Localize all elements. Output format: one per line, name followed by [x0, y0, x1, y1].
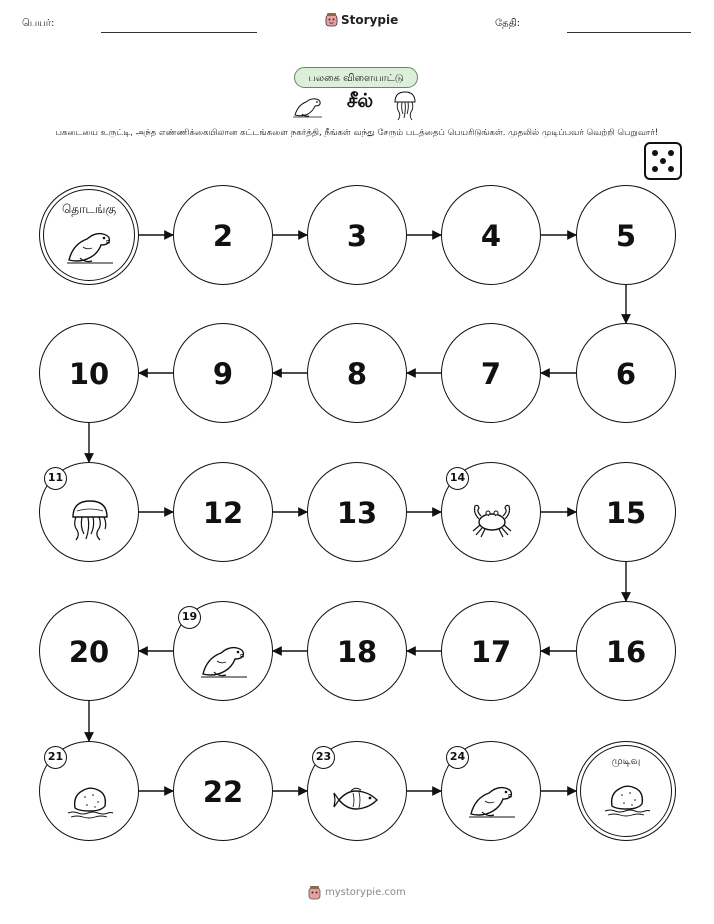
board-cell	[307, 741, 407, 841]
storypie-mascot-icon	[308, 885, 321, 900]
board-cell	[39, 462, 139, 562]
finish-cell	[576, 741, 676, 841]
instructions-text: பகடையை உருட்டி, அந்த எண்ணிக்கையிலான கட்டங்களை நகர்த்தி, நீங்கள் வந்து சேரும் படத்தைப் பெயரிடுங்கள். முதலில் முடிப்பவர் வெற்றி பெறுவார்!	[55, 128, 659, 138]
start-cell	[39, 185, 139, 285]
fish-icon	[333, 776, 383, 820]
cell-number: 4	[480, 219, 502, 253]
board-cell	[576, 462, 676, 562]
board-cell	[39, 323, 139, 423]
board-cell	[441, 185, 541, 285]
cell-number-badge: 14	[446, 467, 469, 490]
cell-number-badge: 24	[446, 746, 469, 769]
cell-number: 9	[212, 357, 234, 391]
board-game-badge: பலகை விளையாட்டு	[294, 67, 418, 88]
cell-number-badge: 11	[44, 467, 67, 490]
finish-label: முடிவு	[611, 756, 641, 767]
seal-icon	[467, 776, 517, 820]
board-cell	[307, 185, 407, 285]
cell-number: 18	[336, 635, 378, 669]
cell-number-badge: 21	[44, 746, 67, 769]
board-cell	[307, 323, 407, 423]
cell-number: 17	[470, 635, 512, 669]
board-cell	[576, 185, 676, 285]
cell-number: 15	[605, 496, 647, 530]
rock-icon	[65, 776, 115, 820]
seal-icon	[199, 636, 249, 680]
start-label: தொடங்கு	[61, 202, 117, 216]
brand-name: Storypie	[341, 12, 399, 27]
cell-number: 3	[346, 219, 368, 253]
board-cell	[173, 323, 273, 423]
name-label: பெயர்:	[22, 18, 55, 29]
cell-number: 2	[212, 219, 234, 253]
board-cell	[173, 462, 273, 562]
board-cell	[441, 741, 541, 841]
seal-icon	[65, 222, 115, 266]
board-cell	[576, 323, 676, 423]
board-cell	[307, 601, 407, 701]
board-cell	[39, 601, 139, 701]
board-cell	[173, 601, 273, 701]
cell-number-badge: 19	[178, 606, 201, 629]
cell-number: 20	[68, 635, 110, 669]
cell-number: 22	[202, 775, 244, 809]
board-cell	[39, 741, 139, 841]
jellyfish-icon	[65, 497, 115, 541]
board-cell	[307, 462, 407, 562]
date-label: தேதி:	[495, 18, 521, 29]
cell-number-badge: 23	[312, 746, 335, 769]
cell-number: 12	[202, 496, 244, 530]
board-cell	[173, 185, 273, 285]
board-cell	[441, 462, 541, 562]
cell-number: 16	[605, 635, 647, 669]
crab-icon	[467, 497, 517, 541]
board-cell	[173, 741, 273, 841]
page-title: சீல்	[346, 90, 374, 112]
cell-number: 8	[346, 357, 368, 391]
footer	[308, 885, 406, 900]
board-cell	[441, 601, 541, 701]
board-cell	[441, 323, 541, 423]
rock-icon	[602, 774, 652, 818]
footer-url: mystorypie.com	[325, 887, 406, 898]
board-cell	[576, 601, 676, 701]
cell-number: 5	[615, 219, 637, 253]
cell-number: 7	[480, 357, 502, 391]
cell-number: 6	[615, 357, 637, 391]
cell-number: 10	[68, 357, 110, 391]
cell-number: 13	[336, 496, 378, 530]
